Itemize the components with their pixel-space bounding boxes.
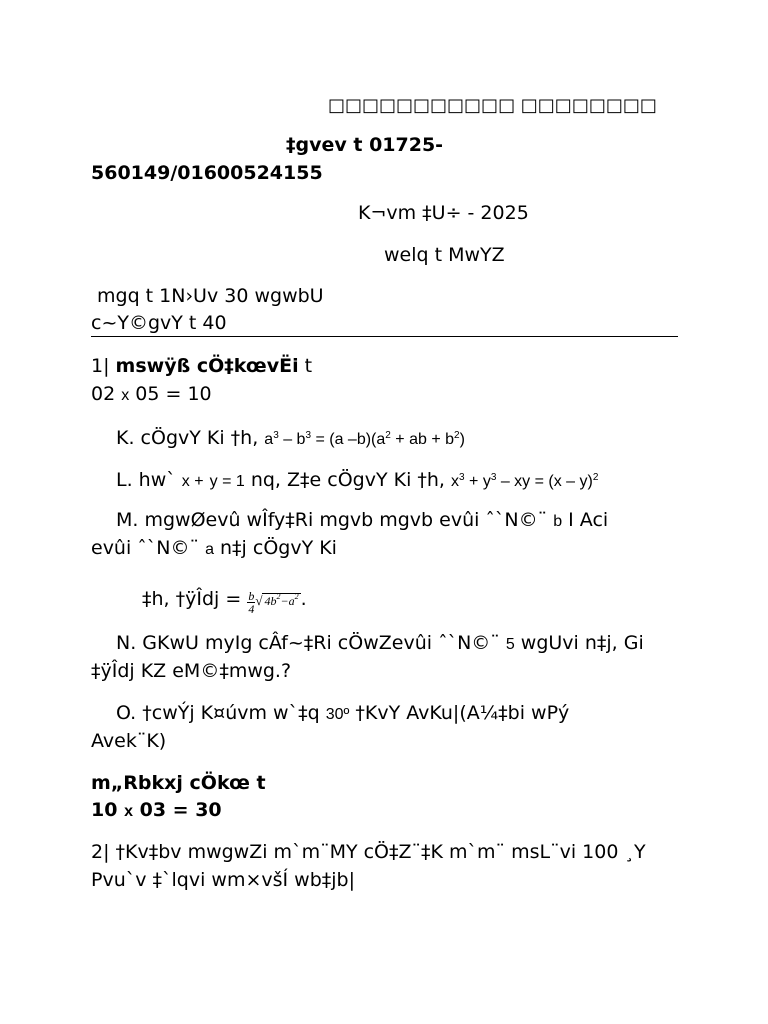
question-l-text-b: nq, Z‡e cÖgvY Ki †h, <box>250 469 445 491</box>
score-factor-a: 02 <box>91 383 116 405</box>
area-fraction: $\frac{b}{4}$ <box>248 589 255 616</box>
section-1-heading <box>91 352 312 380</box>
question-m-text-d: n‡j cÖgvY Ki <box>220 537 337 559</box>
section-1-title-suffix: t <box>304 355 313 377</box>
section-1-score <box>91 380 212 410</box>
section-2-title: m„Rbkxj cÖkœ t <box>91 772 266 794</box>
section-2-score-a: 10 <box>91 799 118 821</box>
section-2-score-times: x <box>124 803 133 820</box>
question-l-text-a: L. hw` <box>116 469 176 491</box>
score-times: x <box>121 387 130 404</box>
phone-line-1: ‡gvev t 01725- <box>286 134 444 156</box>
question-l-x-plus: x + <box>181 473 204 490</box>
question-n-line-1 <box>116 629 644 659</box>
question-o-line-2: Avek¨K) <box>91 730 167 752</box>
question-m-a: a <box>205 541 214 558</box>
question-n-five: 5 <box>505 636 515 653</box>
formula-k-rendered: $a^3 - b^3 = (a$ $-b)(a^2$ + ab + $b^2$) <box>264 430 465 448</box>
header-title-boxes: □□□□□□□□□□□ □□□□□□□□ <box>328 95 657 116</box>
question-k-formula <box>264 431 465 448</box>
question-m-text-b: I Aci <box>568 509 609 531</box>
formula-m-end: . <box>300 588 307 610</box>
section-2-score <box>91 796 222 826</box>
question-k-text: K. cÖgvY Ki †h, <box>116 427 259 449</box>
question-o-text-b: †KvY AvKu|(A¼‡bi wPý <box>355 702 570 724</box>
question-m-text-e: ‡h, †ÿÎdj = <box>142 588 242 610</box>
creative-question-line-2: Pvu`v ‡`lqvi wm×všÍ wb‡jb| <box>91 869 356 891</box>
score-factor-b: 05 = 10 <box>135 383 212 405</box>
square-root-sign: √ <box>255 593 263 608</box>
question-m-line-3 <box>142 583 307 615</box>
question-l <box>116 464 598 496</box>
marks-line: c~Y©gvY t 40 <box>91 312 227 334</box>
radicand: $4b^2-a^2$ <box>264 592 299 608</box>
question-m-line-2 <box>91 534 337 564</box>
question-o-line-1 <box>116 699 569 729</box>
question-l-formula <box>451 473 598 490</box>
question-n-text-b: wgUvi n‡j, Gi <box>520 632 644 654</box>
question-l-y-eq: y = 1 <box>209 473 245 490</box>
formula-l-rendered: $x^3 + y^3$ – xy = (x – y)$^2$ <box>451 472 599 490</box>
question-o-text-a: O. †cwÝj K¤úvm w`‡q <box>116 702 320 724</box>
class-line: K¬vm ‡U÷ - 2025 <box>358 202 529 224</box>
subject-line: welq t MwYZ <box>384 244 505 266</box>
header-divider <box>91 336 678 337</box>
question-m-b: b <box>553 513 563 530</box>
question-o-degree: 30º <box>325 706 350 723</box>
time-line: mgq t 1N›Uv 30 wgwbU <box>97 285 324 307</box>
question-m-line-1 <box>116 506 608 536</box>
creative-question-line-1: 2| †Kv‡bv mwgwZi m`m¨MY cÖ‡Z¨‡K m`m¨ msL¨vi 100 ¸Y <box>91 841 646 863</box>
question-m-text-a: M. mgwØevû wÎfy‡Ri mgvb mgvb evûi ˆ`N©¨ <box>116 509 548 531</box>
phone-line-2: 560149/01600524155 <box>91 162 323 184</box>
question-n-text-a: N. GKwU myIg cÂf~‡Ri cÖwZevûi ˆ`N©¨ <box>116 632 500 654</box>
question-m-text-c: evûi ˆ`N©¨ <box>91 537 200 559</box>
section-1-number: 1| <box>91 355 110 377</box>
question-n-line-2: ‡ÿÎdj KZ eM©‡mwg.? <box>91 660 292 682</box>
section-1-title: mswÿß cÖ‡kœvËi <box>115 355 299 377</box>
section-2-score-b: 03 = 30 <box>139 799 222 821</box>
question-k <box>116 422 465 454</box>
